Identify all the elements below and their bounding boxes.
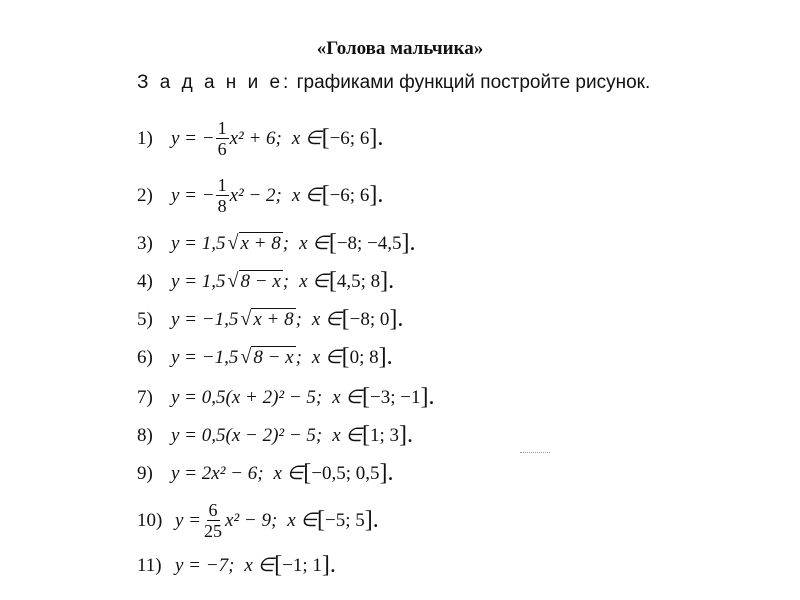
item-number: 6) (137, 346, 153, 368)
bracket-close: ]. (321, 552, 336, 578)
formula-lhs: y = 1,5 (171, 270, 226, 292)
formula-item-9 (137, 460, 394, 487)
square-root: √ 8 − x (240, 346, 294, 368)
domain-interval: −6; 6 (329, 127, 370, 149)
domain-interval: 0; 8 (349, 346, 379, 368)
formula-lhs: y = 1,5 (171, 232, 226, 254)
radicand: 8 − x (240, 271, 281, 292)
bracket-close: ]. (369, 182, 384, 208)
formula-lhs: y = 0,5(x − 2)² − 5; (171, 424, 323, 446)
formula-lhs: y = 0,5(x + 2)² − 5; (171, 386, 323, 408)
square-root: √ x + 8 (240, 308, 294, 330)
square-root: √ 8 − x (227, 270, 281, 292)
domain-interval: −5; 5 (325, 509, 365, 531)
item-number: 3) (137, 232, 153, 254)
domain-label: x ∈ (311, 309, 342, 330)
bracket-close: ]. (379, 460, 394, 486)
bracket-close: ]. (420, 384, 435, 410)
bracket-close: ]. (399, 422, 414, 448)
fraction-numerator: 6 (208, 500, 218, 520)
formula-rest: ; (282, 270, 290, 292)
bracket-open: [ (317, 507, 326, 533)
domain-label: x ∈ (299, 271, 329, 292)
item-number: 11) (137, 554, 162, 576)
formula-lhs: y = −7; (175, 554, 235, 576)
fraction (202, 500, 224, 541)
item-number: 10) (137, 509, 163, 531)
domain-label: x ∈ (332, 425, 362, 446)
domain-interval: 4,5; 8 (336, 270, 381, 292)
formula-item-1 (137, 118, 383, 159)
fraction (216, 118, 229, 159)
formula-lhs: y = −1,5 (171, 346, 239, 368)
fraction-numerator: 1 (217, 175, 227, 195)
domain-label: x ∈ (291, 128, 322, 149)
item-number: 2) (137, 184, 153, 206)
formula-lhs: y = − (171, 127, 215, 149)
formula-item-7 (137, 384, 434, 411)
formula-item-6 (137, 344, 393, 371)
formula-rest: x² + 6; (229, 127, 282, 149)
radicand: x + 8 (253, 309, 294, 330)
item-number: 5) (137, 308, 153, 330)
bracket-close: ]. (389, 306, 404, 332)
formula-rest: x² − 2; (229, 184, 282, 206)
item-number: 8) (137, 424, 153, 446)
task-label: З а д а н и е: (137, 72, 292, 93)
fraction (216, 175, 229, 216)
item-number: 4) (137, 270, 153, 292)
formula-item-11 (137, 552, 336, 579)
item-number: 9) (137, 462, 153, 484)
formula-lhs: y = − (171, 184, 215, 206)
formula-lhs: y = 2x² − 6; (171, 462, 264, 484)
formula-rest: ; (295, 346, 302, 368)
formula-item-4 (137, 268, 394, 295)
bracket-close: ]. (378, 344, 393, 370)
domain-interval: −8; 0 (349, 308, 390, 330)
domain-interval: −3; −1 (370, 386, 421, 408)
bracket-open: [ (321, 125, 330, 151)
domain-interval: −0,5; 0,5 (311, 462, 380, 484)
formula-lhs: y = (175, 509, 202, 531)
bracket-open: [ (328, 268, 337, 294)
bracket-open: [ (321, 182, 330, 208)
formula-rest: ; (282, 232, 290, 254)
page-title: «Голова мальчика» (316, 38, 484, 59)
domain-label: x ∈ (291, 185, 322, 206)
bracket-open: [ (362, 384, 370, 410)
radicand: x + 8 (240, 233, 281, 254)
domain-interval: −1; 1 (282, 554, 322, 576)
fraction-numerator: 1 (217, 118, 227, 138)
domain-interval: −6; 6 (329, 184, 370, 206)
domain-interval: 1; 3 (370, 424, 400, 446)
formula-item-8 (137, 422, 413, 449)
task-text: графиками функций постройте рисунок. (296, 72, 651, 93)
formula-rest: x² − 9; (225, 509, 278, 531)
domain-label: x ∈ (299, 233, 329, 254)
fraction-denominator: 25 (204, 521, 223, 541)
fraction-denominator: 6 (217, 139, 227, 159)
bracket-close: ]. (364, 507, 379, 533)
bracket-open: [ (341, 344, 350, 370)
formula-item-5 (137, 306, 403, 333)
bracket-open: [ (274, 552, 283, 578)
formula-rest: ; (295, 308, 302, 330)
domain-label: x ∈ (311, 347, 342, 368)
domain-label: x ∈ (332, 387, 362, 408)
item-number: 1) (137, 127, 153, 149)
formula-item-2 (137, 175, 383, 216)
bracket-close: ]. (369, 125, 384, 151)
bracket-open: [ (328, 230, 337, 256)
formula-lhs: y = −1,5 (171, 308, 239, 330)
fraction-denominator: 8 (217, 196, 227, 216)
square-root: √ x + 8 (227, 232, 281, 254)
bracket-open: [ (341, 306, 350, 332)
scan-artifact (520, 452, 550, 455)
bracket-open: [ (362, 422, 370, 448)
task-statement (137, 72, 650, 94)
formula-item-3 (137, 230, 416, 257)
formula-item-10 (137, 500, 379, 541)
bracket-open: [ (303, 460, 312, 486)
domain-label: x ∈ (244, 555, 275, 576)
bracket-close: ]. (401, 230, 416, 256)
domain-label: x ∈ (287, 510, 318, 531)
domain-interval: −8; −4,5 (336, 232, 402, 254)
bracket-close: ]. (380, 268, 395, 294)
item-number: 7) (137, 386, 153, 408)
radicand: 8 − x (253, 347, 294, 368)
domain-label: x ∈ (273, 463, 304, 484)
